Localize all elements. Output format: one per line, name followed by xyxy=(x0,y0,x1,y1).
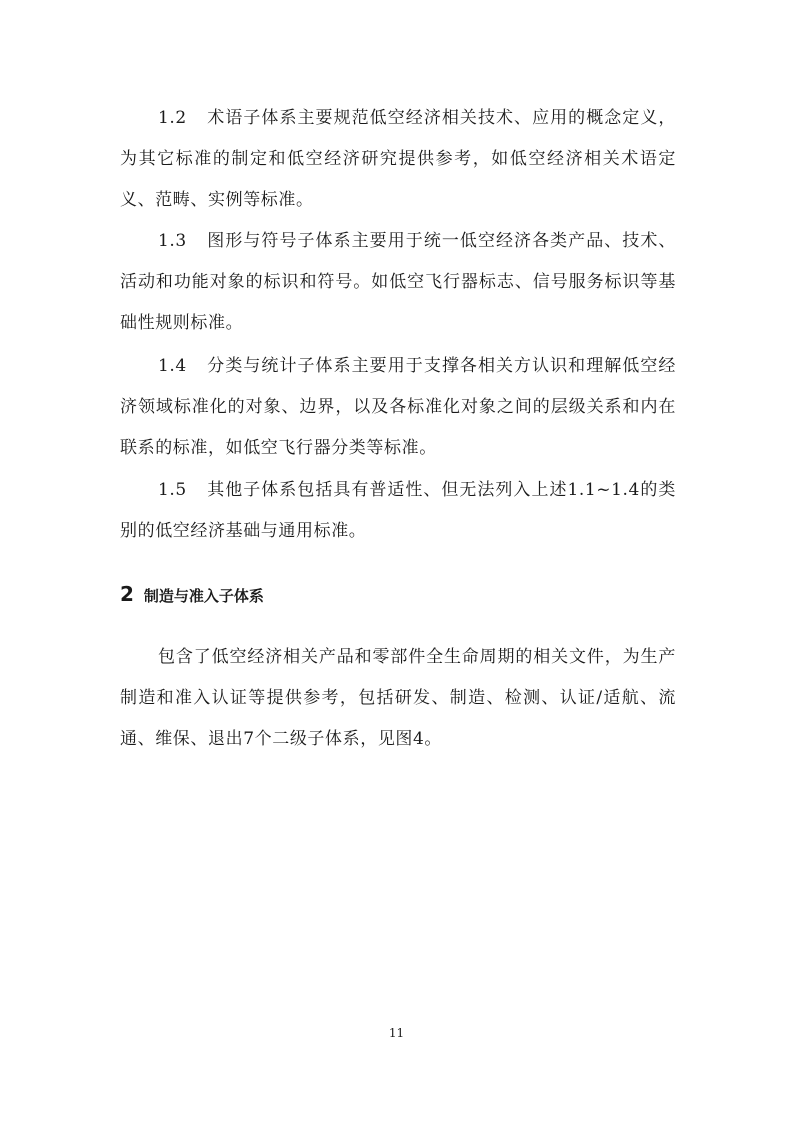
page-number: 11 xyxy=(388,1026,405,1040)
section-number: 1.3 xyxy=(158,231,187,251)
section-1-5 xyxy=(120,470,676,552)
section-1-3 xyxy=(120,221,676,344)
section-text: 图形与符号子体系主要用于统一低空经济各类产品、技术、活动和功能对象的标识和符号。如低空飞行器标志、信号服务标识等基础性规则标准。 xyxy=(120,231,676,333)
section-1-4 xyxy=(120,346,676,469)
body-paragraph: 包含了低空经济相关产品和零部件全生命周期的相关文件，为生产制造和准入认证等提供参考，包括研发、制造、检测、认证/适航、流通、维保、退出7个二级子体系，见图4。 xyxy=(120,647,676,749)
section-number: 1.4 xyxy=(158,356,187,376)
section-text: 分类与统计子体系主要用于支撑各相关方认识和理解低空经济领域标准化的对象、边界，以及各标准化对象之间的层级关系和内在联系的标准，如低空飞行器分类等标准。 xyxy=(120,356,676,458)
heading-title: 制造与准入子体系 xyxy=(143,587,264,605)
section-text: 其他子体系包括具有普适性、但无法列入上述1.1~1.4的类别的低空经济基础与通用标准。 xyxy=(120,480,676,541)
section-text: 术语子体系主要规范低空经济相关技术、应用的概念定义，为其它标准的制定和低空经济研究提供参考，如低空经济相关术语定义、范畴、实例等标准。 xyxy=(120,108,676,210)
section-number: 1.5 xyxy=(158,480,187,500)
section-number: 1.2 xyxy=(158,108,187,128)
heading-number: 2 xyxy=(120,582,134,606)
section-1-2 xyxy=(120,98,676,221)
section-heading xyxy=(120,580,264,610)
